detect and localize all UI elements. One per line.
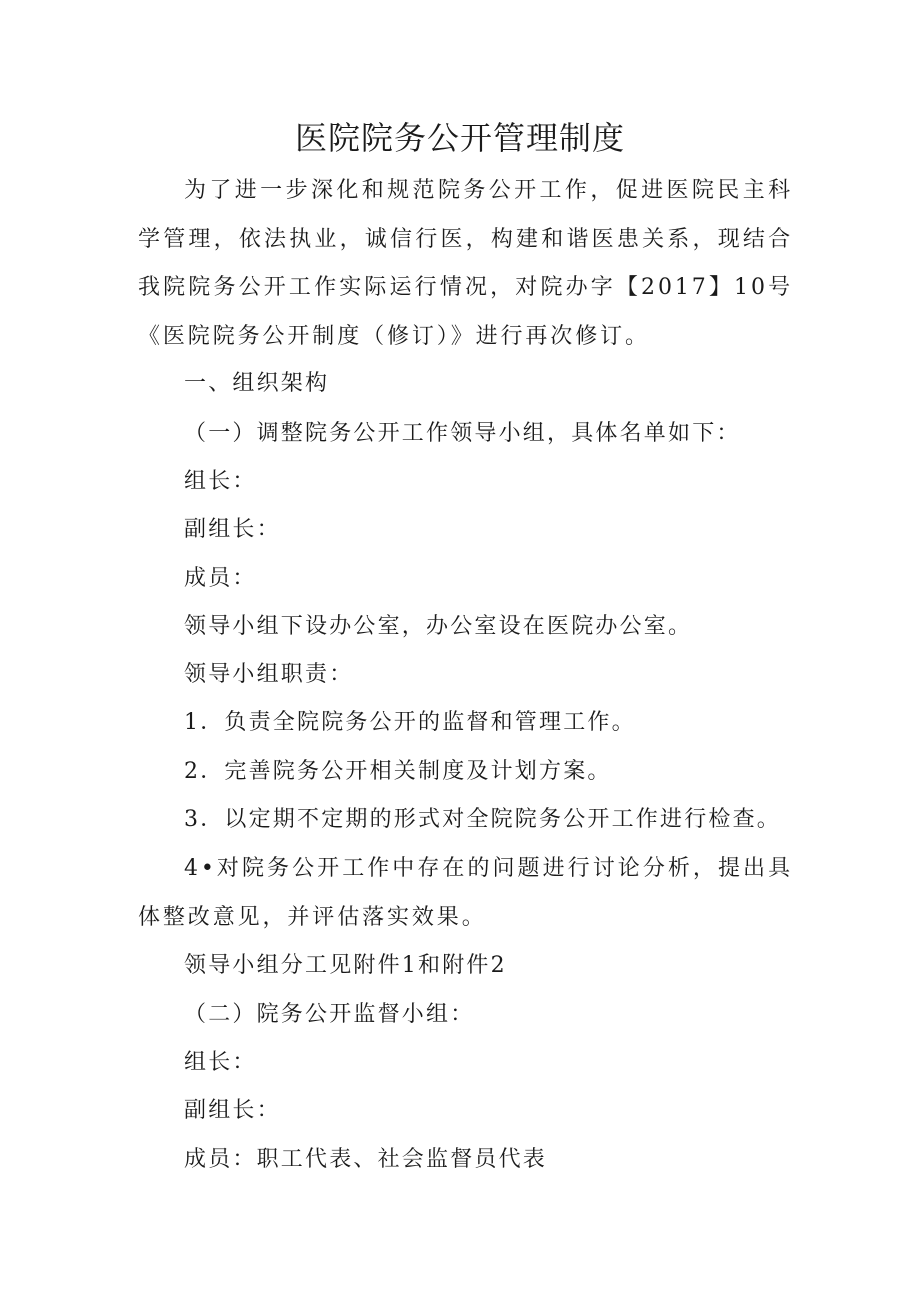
duty-item-1: 1．负责全院院务公开的监督和管理工作。 xyxy=(184,710,636,735)
members-field: 成员： xyxy=(184,566,257,591)
office-note: 领导小组下设办公室，办公室设在医院办公室。 xyxy=(184,614,693,639)
leader-field: 组长： xyxy=(184,469,257,494)
section-heading-organization: 一、组织架构 xyxy=(184,371,330,396)
supervision-leader-field: 组长： xyxy=(184,1050,257,1075)
subsection-heading-supervision-group: （二）院务公开监督小组： xyxy=(184,1002,475,1027)
division-note: 领导小组分工见附件1和附件2 xyxy=(184,953,507,978)
duty-item-3: 3．以定期不定期的形式对全院院务公开工作进行检查。 xyxy=(184,807,781,832)
supervision-deputy-leader-field: 副组长： xyxy=(184,1098,281,1123)
intro-paragraph: 为了进一步深化和规范院务公开工作，促进医院民主科学管理，依法执业，诚信行医，构建和谐医患关系，现结合我院院务公开工作实际运行情况，对院办字【2017】10号《医院院务公开制度（修订）》进行再次修订。 xyxy=(138,178,793,349)
deputy-leader-field: 副组长： xyxy=(184,517,281,542)
subsection-heading-leadership-group: （一）调整院务公开工作领导小组，具体名单如下： xyxy=(184,421,741,446)
supervision-members-field: 成员：职工代表、社会监督员代表 xyxy=(184,1147,548,1172)
duty-item-2: 2．完善院务公开相关制度及计划方案。 xyxy=(184,759,612,784)
duty-item-4: 4•对院务公开工作中存在的问题进行讨论分析，提出具体整改意见，并评估落实效果。 xyxy=(138,856,793,930)
duties-heading: 领导小组职责： xyxy=(184,662,354,687)
document-title: 医院院务公开管理制度 xyxy=(294,119,625,157)
